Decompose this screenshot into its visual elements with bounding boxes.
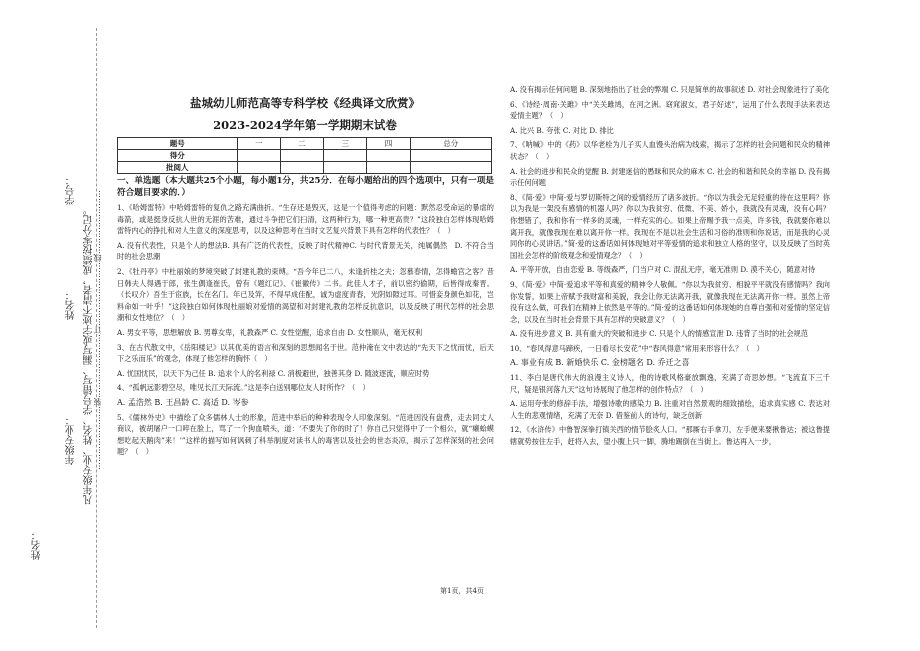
question-options: A. 比兴 B. 夸张 C. 对比 D. 排比 bbox=[510, 125, 614, 135]
question-text: 10、“春风得意马蹄疾，一日看尽长安花”中“春风得意”常用来形容什么？（ ） bbox=[510, 343, 764, 353]
score-cell: 四 bbox=[367, 138, 410, 150]
binding-margin bbox=[0, 0, 110, 651]
question-options: A. 社会的进步和民众的觉醒 B. 封建迷信的愚昧和民众的麻木 C. 社会的和谐和民众的幸福 D. 没有揭示任何问题 bbox=[510, 166, 830, 188]
question-options: A. 事业有成 B. 新婚快乐 C. 金榜题名 D. 乔迁之喜 bbox=[510, 358, 690, 368]
question-text: 9、《简·爱》中简·爱追求平等和真爱的精神令人敬佩。“你以为我贫穷、相貌平平就没有感情吗？我向你发誓，如果上帝赋予我财富和美貌，我会让你无法离开我，就像我现在无法离开你一样。虽然上帝没有这么做，可我们在精神上依然是平等的。”简·爱的这番话如何体现她的自尊自强和对爱情的坚定信念，以及在当时社会背景下具有怎样的突破意义？（ ） bbox=[510, 279, 830, 324]
exam-subtitle: 2023-2024学年第一学期期末试卷 bbox=[213, 118, 397, 132]
grader-row-label: 批阅人 bbox=[118, 162, 238, 174]
question-options: A. 平等开放，自由恋爱 B. 等级森严，门当户对 C. 混乱无序，毫无准则 D. 漠不关心，随意对待 bbox=[510, 265, 816, 275]
question-options: A. 没有代表性，只是个人的想法B. 具有广泛的代表性，反映了时代精神C. 与时代背景无关，纯属偶然 D. 不符合当时的社会思潮 bbox=[117, 240, 494, 262]
name-label: 姓名： bbox=[66, 290, 77, 320]
question-options: A. 运用夸张的修辞手法，增强诗歌的感染力 B. 注重对自然景观的细致描绘，追求真实感 C. 表达对人生的悲观情绪，充满了无奈 D. 借鉴前人的诗句，缺乏创新 bbox=[510, 399, 830, 420]
question-text: 12、《水浒传》中鲁智深拳打镇关西的情节脍炙人口。“那厮右手拿刀，左手便来要揪鲁达；被这鲁提辖就势按住左手，赶将入去，望小腹上只一脚，腾地踢倒在当街上。鲁达再入一步， bbox=[510, 425, 830, 447]
score-cell: 题号 bbox=[118, 138, 238, 150]
score-table bbox=[117, 137, 492, 174]
name-label-bottom: 姓名： bbox=[32, 530, 43, 560]
question-text: 7、《呐喊》中的《药》以华老栓为儿子买人血馒头治病为线索，揭示了怎样的社会问题和民众的精神状态？（ ） bbox=[510, 140, 830, 161]
question-text: 2、《牡丹亭》中杜丽娘的梦境突破了封建礼教的束缚。“吾今年已二八，未逢折桂之夫；忽慕春情，怎得蟾宫之客？昔日韩夫人得遇于郎，张生偶逢崔氏，曾有《题红记》、《崔徽传》二书。此佳人才子，前以密约偷期，后皆得成秦晋。（长叹介）吾生于宦族，长在名门。年已及笄，不得早成佳配，诚为虚度青春，光阴如隙过耳。可惜妾身颜色如花，岂料命如一叶乎！”这段独白如何体现杜丽娘对爱情的渴望和对封建礼教的怎样反抗意识，以及反映了明代怎样的社会思潮和女性地位？（ ） bbox=[117, 266, 494, 323]
question-text: 8、《简·爱》中简·爱与罗切斯特之间的爱情经历了诸多波折。“你以为我会无足轻重的待在这里吗？你以为我是一架没有感情的机器人吗？你以为我贫穷、低微、不美、娇小，我就没有灵魂，没有心吗？你想错了，我和你有一样多的灵魂，一样充实的心。如果上帝赐予我一点美，许多钱，我就要你难以离开我，就像我现在难以离开你一样。我现在不是以社会生活和习俗的准则和你说话，而是我的心灵同你的心灵讲话。”简·爱的这番话如何体现她对平等爱情的追求和独立人格的坚守，以及反映了当时英国社会怎样的阶级观念和爱情观念？（ ） bbox=[510, 192, 830, 260]
question-options: A. 孟浩然 B. 王昌龄 C. 高适 D. 岑参 bbox=[117, 397, 249, 407]
score-table-grader-row bbox=[118, 162, 492, 174]
score-cell: 一 bbox=[237, 138, 280, 150]
exam-title: 盐城幼儿师范高等专科学校《经典译文欣赏》 bbox=[190, 96, 420, 110]
question-options: A. 没有进步意义 B. 具有重大的突破和进步 C. 只是个人的情感宣泄 D. 违背了当时的社会规范 bbox=[510, 329, 808, 339]
question-text: 11、李白是唐代伟大的浪漫主义诗人，他的诗歌风格豪放飘逸，充满了奇思妙想。“飞流直下三千尺，疑是银河落九天”这句诗展现了他怎样的创作特点？（ ） bbox=[510, 373, 830, 394]
question-text: 6、《诗经·周南·关雎》中“关关雎鸠，在河之洲。窈窕淑女，君子好逑”，运用了什么表现手法来表达爱情主题？（ ） bbox=[510, 99, 830, 121]
question-text: 1、《哈姆雷特》中哈姆雷特的复仇之路充满曲折。“生存还是毁灭，这是一个值得考虑的问题：默然忍受命运的暴虐的毒箭，或是挺身反抗人世的无涯的苦难，通过斗争把它们扫清，这两种行为，哪一种更高贵？”这段独白怎样体现哈姆雷特内心的挣扎和对人生意义的深度思考，以及这种思考在当时文艺复兴背景下具有怎样的代表性？（ ） bbox=[117, 203, 494, 236]
score-table-score-row bbox=[118, 150, 492, 162]
page-footer: 第1页，共4页 bbox=[440, 587, 484, 595]
left-column bbox=[117, 175, 494, 461]
question-options: A. 没有揭示任何问题 B. 深刻地指出了社会的弊端 C. 只是简单的故事叙述 D. 对社会现象进行了美化 bbox=[510, 85, 830, 94]
question-options: A. 男女平等，思想解放 B. 男尊女卑，礼教森严 C. 女性觉醒，追求自由 D. 女性顺从，毫无权利 bbox=[117, 327, 423, 337]
seal-line-text: ……………………装……………………订……………………线…………………… bbox=[93, 190, 102, 470]
binding-dashed-line bbox=[96, 28, 97, 628]
score-cell: 二 bbox=[280, 138, 323, 150]
section-heading: 一、单选题（本大题共25个小题，每小题1分，共25分．在每小题给出的四个选项中，只有一项是符合题目要求的．） bbox=[117, 176, 494, 198]
question-options: A. 忧国忧民，以天下为己任 B. 追求个人的名利禄 C. 消极避世，独善其身 D. 随波逐流，顺应时势 bbox=[117, 368, 430, 378]
major-label: 年级专业： bbox=[66, 415, 77, 465]
question-text: 5、《儒林外史》中描绘了众多儒林人士的形象，范进中举后的种种表现令人印象深刻。“范进因没有盘费，走去同丈人商议，被胡屠户一口啐在脸上，骂了一个狗血喷头，道：‘不要失了你的时了！你自己只觉得中了一个相公，就“癞蛤蟆想吃起天鹅肉”来！’”这样的描写如何讽刺了科举制度对读书人的毒害以及社会的世态炎凉，揭示了怎样深刻的社会问题？（ ） bbox=[117, 412, 494, 457]
score-table-header-row bbox=[118, 138, 492, 150]
seal-line-note: 凡年级专业、姓名、学号错写、漏写或字迹不清者，成绩按零分记。 bbox=[84, 205, 95, 505]
question-text: 4、“孤帆远影碧空尽，唯见长江天际流。”这是李白送别哪位友人时所作？（ ） bbox=[117, 383, 370, 393]
score-cell: 三 bbox=[324, 138, 367, 150]
right-column bbox=[510, 84, 830, 451]
student-id-label: 学号： bbox=[66, 175, 77, 205]
score-row-label: 得分 bbox=[118, 150, 238, 162]
score-cell: 总分 bbox=[410, 138, 491, 150]
question-text: 3、在古代散文中，《岳阳楼记》以其优美的语言和深刻的思想闻名于世。范仲淹在文中表达的“先天下之忧而忧，后天下之乐而乐”的观念，体现了他怎样的胸怀（ ） bbox=[117, 342, 494, 364]
